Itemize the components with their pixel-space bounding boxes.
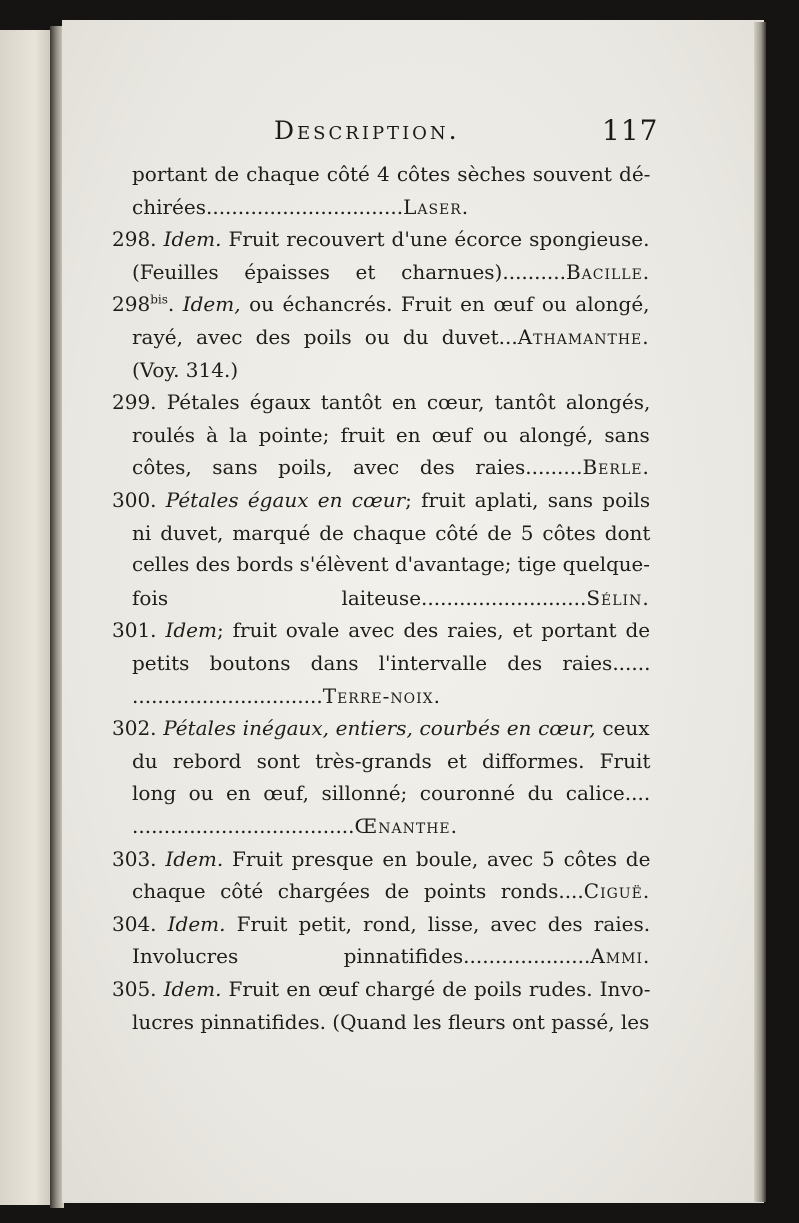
plant-name: Athamanthe. xyxy=(517,325,650,349)
plant-name: Sélin. xyxy=(586,585,650,610)
entry-number: 304. xyxy=(112,911,157,936)
plant-name: Terre-noix. xyxy=(322,683,441,708)
text-line xyxy=(132,745,650,777)
line-text: (Feuilles épaisses et charnues).......... xyxy=(132,259,566,284)
text-line xyxy=(112,288,650,320)
line-text: Fruit recouvert d'une écorce spongieuse. xyxy=(221,227,650,252)
plant-name: Ciguë. xyxy=(583,879,651,904)
page-fore-edge xyxy=(754,22,766,1202)
entry-number: 300. xyxy=(112,488,157,512)
text-line xyxy=(112,223,650,255)
line-text: chirées............................... xyxy=(132,194,404,219)
text-line xyxy=(132,1006,649,1038)
line-text: fois laiteuse.......................... xyxy=(132,585,587,610)
text-line xyxy=(112,484,650,516)
plant-name: Berle. xyxy=(582,455,650,480)
text-line xyxy=(132,256,650,288)
line-text: lucres pinnatifides. (Quand les fleurs ont passé, les xyxy=(132,1009,650,1034)
text-line xyxy=(112,973,650,1005)
line-text: ni duvet, marqué de chaque côté de 5 côtes dont xyxy=(132,520,651,545)
line-text: du rebord sont très-grands et difformes. Fruit xyxy=(132,748,651,773)
line-text: (Voy. 314.) xyxy=(132,357,239,382)
entry-number: 299. xyxy=(112,390,157,415)
text-line xyxy=(112,908,650,940)
text-line xyxy=(132,191,469,223)
text-line xyxy=(132,582,650,614)
text-line xyxy=(112,614,650,646)
text-line xyxy=(132,777,650,809)
text-line xyxy=(132,158,650,190)
text-line xyxy=(132,875,650,907)
text-line xyxy=(132,680,441,712)
text-line xyxy=(132,419,650,451)
line-text: long ou en œuf, sillonné; couronné du calice.... xyxy=(132,781,651,806)
plant-name: Laser. xyxy=(403,194,470,219)
italic-text: Idem. xyxy=(163,977,222,1001)
text-line xyxy=(132,517,650,549)
entry-number: 298 xyxy=(112,292,151,317)
text-line xyxy=(132,321,650,353)
line-text: ; fruit ovale avec des raies, et portant de xyxy=(216,618,651,643)
entry-number: 298. xyxy=(112,227,157,252)
line-text: ceux xyxy=(595,716,650,741)
line-text: celles des bords s'élèvent d'avantage; tige quelque- xyxy=(132,553,650,577)
facing-page-edge xyxy=(0,30,51,1205)
line-text: côtes, sans poils, avec des raies......... xyxy=(132,455,583,480)
line-text: Involucres pinnatifides.................... xyxy=(132,944,591,969)
entry-number: 303. xyxy=(112,846,157,871)
entry-number-suffix: bis xyxy=(150,292,168,307)
text-line xyxy=(132,354,238,386)
entry-number-dot: . xyxy=(167,292,175,317)
line-text: roulés à la pointe; fruit en œuf ou alongé, sans xyxy=(132,422,650,447)
plant-name: Œnanthe. xyxy=(354,814,458,838)
entry-number: 301. xyxy=(112,618,157,643)
entry-number: 302. xyxy=(112,716,157,741)
line-text: Fruit en œuf chargé de poils rudes. Invo- xyxy=(221,977,651,1001)
text-line xyxy=(132,810,458,842)
page-header xyxy=(62,116,764,156)
italic-text: Idem. xyxy=(167,911,226,936)
italic-text: Pétales égaux en cœur xyxy=(165,488,406,512)
italic-text: Pétales inégaux, entiers, courbés en cœur, xyxy=(163,716,596,741)
line-text: ................................... xyxy=(132,814,355,838)
line-text: ; fruit aplati, sans poils xyxy=(405,488,651,512)
page-number: 117 xyxy=(602,114,659,147)
text-line xyxy=(112,386,650,418)
line-text: portant de chaque côté 4 côtes sèches souvent dé- xyxy=(132,162,651,186)
italic-text: Idem. xyxy=(163,227,222,252)
line-text: .............................. xyxy=(132,683,323,708)
line-text: Pétales égaux tantôt en cœur, tantôt alongés, xyxy=(156,390,651,415)
line-text: petits boutons dans l'intervalle des raies...... xyxy=(132,651,651,675)
text-line xyxy=(132,940,650,972)
line-text: Fruit petit, rond, lisse, avec des raies. xyxy=(225,911,651,936)
line-text: chaque côté chargées de points ronds.... xyxy=(132,879,584,904)
text-line xyxy=(132,647,650,679)
entry-number: 305. xyxy=(112,977,157,1001)
plant-name: Ammi. xyxy=(590,944,651,969)
text-line xyxy=(132,549,650,581)
italic-text: Idem xyxy=(165,618,217,643)
italic-text: Idem. xyxy=(165,846,224,871)
line-text: Fruit presque en boule, avec 5 côtes de xyxy=(223,846,651,871)
text-line xyxy=(132,451,650,483)
book-page xyxy=(62,20,764,1203)
line-text: rayé, avec des poils ou du duvet... xyxy=(132,325,518,349)
plant-name: Bacille. xyxy=(565,259,651,284)
running-title: Description. xyxy=(274,116,460,145)
italic-text: Idem, xyxy=(182,292,241,317)
text-line xyxy=(112,712,650,744)
text-line xyxy=(112,843,650,875)
line-text: ou échancrés. Fruit en œuf ou alongé, xyxy=(240,292,650,317)
